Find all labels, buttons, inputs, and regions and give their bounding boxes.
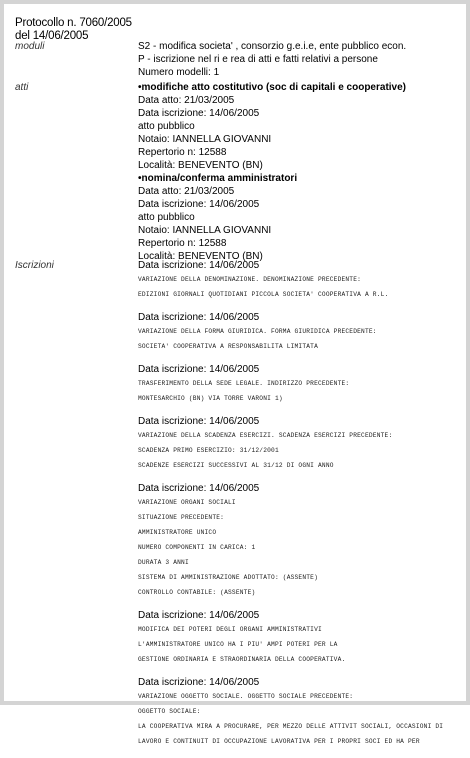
- iscrizioni-section: [138, 259, 464, 758]
- iscrizione-entry: [138, 311, 464, 352]
- iscrizione-date: Data iscrizione: 14/06/2005: [138, 416, 260, 427]
- iscrizione-entry: [138, 482, 464, 598]
- iscrizione-text-line: MODIFICA DEI POTERI DEGLI ORGANI AMMINISTRATIVI: [138, 626, 322, 633]
- iscrizione-text-line: CONTROLLO CONTABILE: (ASSENTE): [138, 589, 256, 596]
- iscrizione-text-line: SCADENZE ESERCIZI SUCCESSIVI AL 31/12 DI OGNI ANNO: [138, 462, 334, 469]
- atto-tipo: atto pubblico: [138, 212, 195, 223]
- iscrizione-text-line: AMMINISTRATORE UNICO: [138, 529, 217, 536]
- moduli-section: [138, 40, 464, 79]
- atti-label: atti: [15, 82, 29, 93]
- modulo-p: P - iscrizione nel ri e rea di atti e fatti relativi a persone: [138, 54, 378, 65]
- iscrizione-text-line: SISTEMA DI AMMINISTRAZIONE ADOTTATO: (ASSENTE): [138, 574, 319, 581]
- iscrizione-date: Data iscrizione: 14/06/2005: [138, 364, 260, 375]
- atto-data: Data atto: 21/03/2005: [138, 95, 235, 106]
- atto-localita: Località: BENEVENTO (BN): [138, 251, 263, 262]
- protocol-number: Protocollo n. 7060/2005: [15, 17, 132, 29]
- moduli-label: moduli: [15, 41, 45, 52]
- iscrizione-entry: [138, 609, 464, 665]
- atto-notaio: Notaio: IANNELLA GIOVANNI: [138, 225, 272, 236]
- protocol-date: del 14/06/2005: [15, 30, 89, 42]
- numero-modelli: Numero modelli: 1: [138, 67, 220, 78]
- atto-title: • nomina/conferma amministratori: [138, 172, 464, 185]
- atto-repertorio: Repertorio n: 12588: [138, 238, 227, 249]
- atto-data: Data atto: 21/03/2005: [138, 186, 235, 197]
- iscrizione-text-line: SITUAZIONE PRECEDENTE:: [138, 514, 225, 521]
- iscrizione-text-line: OGGETTO SOCIALE:: [138, 708, 201, 715]
- iscrizione-date: Data iscrizione: 14/06/2005: [138, 677, 260, 688]
- atto-tipo: atto pubblico: [138, 121, 195, 132]
- iscrizione-text-line: VARIAZIONE ORGANI SOCIALI: [138, 499, 236, 506]
- iscrizione-text-line: L'AMMINISTRATORE UNICO HA I PIU' AMPI POTERI PER LA: [138, 641, 338, 648]
- iscrizione-entry: [138, 676, 464, 747]
- iscrizione-date: Data iscrizione: 14/06/2005: [138, 312, 260, 323]
- iscrizione-date: Data iscrizione: 14/06/2005: [138, 610, 260, 621]
- iscrizione-text-line: GESTIONE ORDINARIA E STRAORDINARIA DELLA COOPERATIVA.: [138, 656, 346, 663]
- iscrizione-date: Data iscrizione: 14/06/2005: [138, 483, 260, 494]
- iscrizione-date: Data iscrizione: 14/06/2005: [138, 260, 260, 271]
- iscrizione-text-line: EDIZIONI GIORNALI QUOTIDIANI PICCOLA SOCIETA' COOPERATIVA A R.L.: [138, 291, 389, 298]
- iscrizione-text-line: SOCIETA' COOPERATIVA A RESPONSABILITA LIMITATA: [138, 343, 319, 350]
- iscrizioni-label: Iscrizioni: [15, 260, 54, 271]
- atto-localita: Località: BENEVENTO (BN): [138, 160, 263, 171]
- modulo-s2: S2 - modifica societa' , consorzio g.e.i.e, ente pubblico econ.: [138, 41, 407, 52]
- atto-data-iscrizione: Data iscrizione: 14/06/2005: [138, 108, 260, 119]
- iscrizione-text-line: VARIAZIONE DELLA SCADENZA ESERCIZI. SCADENZA ESERCIZI PRECEDENTE:: [138, 432, 393, 439]
- iscrizione-entry: [138, 363, 464, 404]
- iscrizione-text-line: NUMERO COMPONENTI IN CARICA: 1: [138, 544, 256, 551]
- iscrizione-text-line: TRASFERIMENTO DELLA SEDE LEGALE. INDIRIZZO PRECEDENTE:: [138, 380, 350, 387]
- atto-notaio: Notaio: IANNELLA GIOVANNI: [138, 134, 272, 145]
- atto-repertorio: Repertorio n: 12588: [138, 147, 227, 158]
- iscrizione-text-line: SCADENZA PRIMO ESERCIZIO: 31/12/2001: [138, 447, 279, 454]
- atto-title: • modifiche atto costitutivo (soc di capitali e cooperative): [138, 81, 464, 94]
- iscrizione-text-line: DURATA 3 ANNI: [138, 559, 189, 566]
- protocol-header: [15, 17, 135, 43]
- iscrizione-text-line: LA COOPERATIVA MIRA A PROCURARE, PER MEZZO DELLE ATTIVIT SOCIALI, OCCASIONI DI: [138, 723, 444, 730]
- atti-section: [138, 81, 464, 263]
- iscrizione-text-line: VARIAZIONE DELLA DENOMINAZIONE. DENOMINAZIONE PRECEDENTE:: [138, 276, 362, 283]
- atto-data-iscrizione: Data iscrizione: 14/06/2005: [138, 199, 260, 210]
- iscrizione-entry: [138, 415, 464, 471]
- iscrizione-text-line: MONTESARCHIO (BN) VIA TORRE VARONI 1): [138, 395, 283, 402]
- iscrizione-text-line: VARIAZIONE OGGETTO SOCIALE. OGGETTO SOCIALE PRECEDENTE:: [138, 693, 354, 700]
- iscrizione-text-line: VARIAZIONE DELLA FORMA GIURIDICA. FORMA GIURIDICA PRECEDENTE:: [138, 328, 377, 335]
- iscrizione-entry: [138, 259, 464, 300]
- iscrizione-text-line: LAVORO E CONTINUIT DI OCCUPAZIONE LAVORATIVA PER I PROPRI SOCI ED HA PER: [138, 738, 420, 745]
